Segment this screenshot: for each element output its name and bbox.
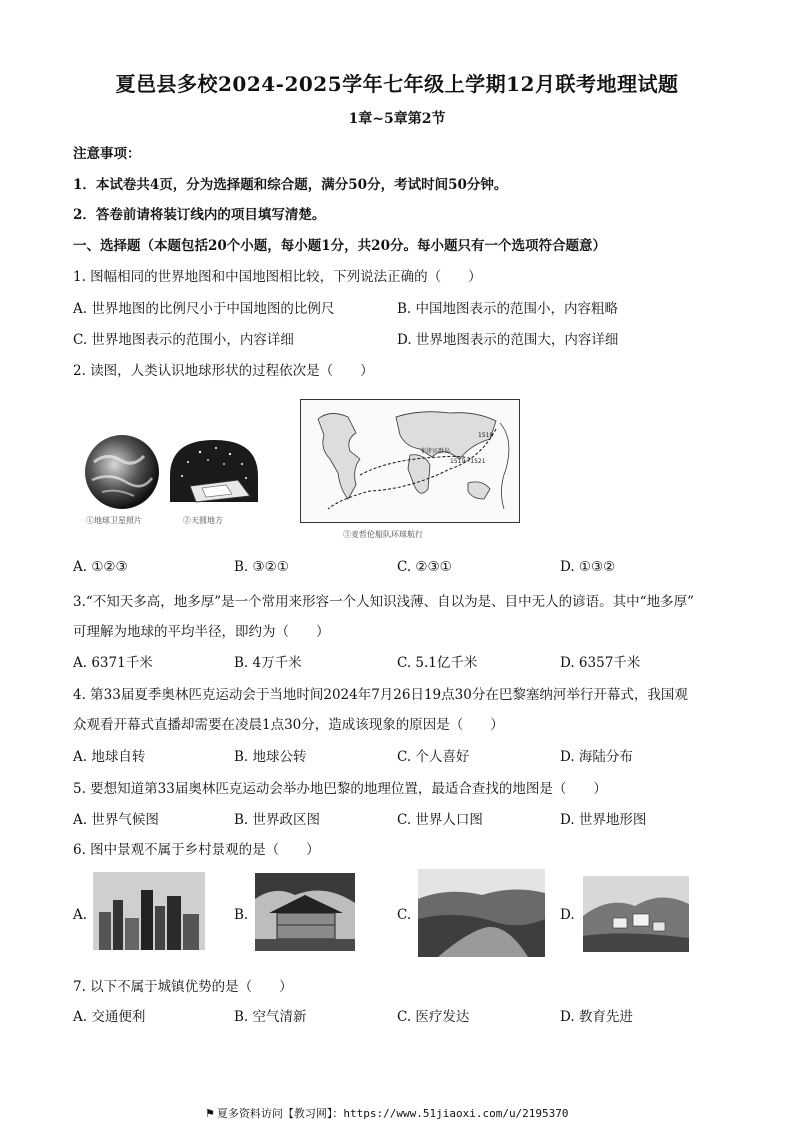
- page-subtitle: 1章~5章第2节: [348, 111, 446, 127]
- question-6-option-c: C.: [397, 907, 412, 923]
- question-3-stem-line-2: 可理解为地球的平均半径，即约为（ ）: [73, 624, 330, 640]
- question-2-stem: 2. 读图，人类认识地球形状的过程依次是（ ）: [73, 363, 374, 379]
- notice-item-2: 2．答卷前请将装订线内的项目填写清楚。: [73, 207, 326, 223]
- footer-text: 夏多资料访问【教习网】：https://www.51jiaoxi.com/u/2195370: [216, 1107, 569, 1120]
- question-3-option-d: D. 6357千米: [560, 655, 641, 671]
- question-4-option-d: D. 海陆分布: [560, 749, 633, 765]
- map-label-philippines: 菲律宾群岛: [420, 448, 451, 455]
- question-1-option-a: A. 世界地图的比例尺小于中国地图的比例尺: [73, 301, 335, 317]
- caption-round-sky: ②天圆地方: [183, 516, 223, 525]
- question-4-stem-line-1: 4. 第33届夏季奥林匹克运动会于当地时间2024年7月26日19点30分在巴黎塞纳河举行开幕式，我国观: [73, 687, 688, 703]
- question-4-option-b: B. 地球公转: [234, 749, 307, 765]
- question-5-stem: 5. 要想知道第33届奥林匹克运动会举办地巴黎的地理位置，最适合查找的地图是（ ）: [73, 781, 607, 797]
- caption-magellan: ③麦哲伦船队环球航行: [343, 530, 423, 539]
- question-4-option-c: C. 个人喜好: [397, 749, 470, 765]
- question-5-option-c: C. 世界人口图: [397, 812, 483, 828]
- question-2-option-b: B. ③②①: [234, 559, 289, 575]
- question-2-option-a: A. ①②③: [73, 559, 128, 575]
- question-5-option-a: A. 世界气候图: [73, 812, 159, 828]
- question-1-option-b: B. 中国地图表示的范围小，内容粗略: [397, 301, 619, 317]
- question-6-option-d: D.: [560, 907, 575, 923]
- question-7-option-a: A. 交通便利: [73, 1009, 146, 1025]
- question-7-option-d: D. 教育先进: [560, 1009, 633, 1025]
- question-7-option-b: B. 空气清新: [234, 1009, 307, 1025]
- section-heading: 一、选择题（本题包括20个小题，每小题1分，共20分。每小题只有一个选项符合题意）: [73, 238, 606, 254]
- page-title: 夏邑县多校2024-2025学年七年级上学期12月联考地理试题: [115, 72, 679, 96]
- question-4-option-a: A. 地球自转: [73, 749, 146, 765]
- city-skyline-photo: [93, 872, 205, 950]
- question-2-option-d: D. ①③②: [560, 559, 616, 575]
- question-6-option-a: A.: [73, 907, 88, 923]
- round-sky-square-earth-figure: [166, 436, 262, 506]
- question-3-option-c: C. 5.1亿千米: [397, 655, 478, 671]
- question-7-option-c: C. 医疗发达: [397, 1009, 470, 1025]
- question-6-stem: 6. 图中景观不属于乡村景观的是（ ）: [73, 842, 320, 858]
- question-1-stem: 1. 图幅相同的世界地图和中国地图相比较，下列说法正确的（ ）: [73, 269, 482, 285]
- map-label-years: 1519~1521: [450, 458, 486, 465]
- notice-heading: 注意事项：: [73, 146, 141, 162]
- caption-earth-photo: ①地球卫星照片: [86, 516, 142, 525]
- question-4-stem-line-2: 众观看开幕式直播却需要在凌晨1点30分，造成该现象的原因是（ ）: [73, 717, 504, 733]
- question-6-option-b: B.: [234, 907, 249, 923]
- notice-item-1: 1．本试卷共4页，分为选择题和综合题，满分50分，考试时间50分钟。: [73, 177, 508, 193]
- earth-satellite-photo-figure: [82, 432, 162, 512]
- question-3-stem-line-1: 3.“不知天多高，地多厚”是一个常用来形容一个人知识浅薄、自以为是、目中无人的谚语。其中“地多厚”: [73, 594, 694, 610]
- village-house-photo: [255, 873, 355, 951]
- question-5-option-d: D. 世界地形图: [560, 812, 647, 828]
- footer-link[interactable]: [205, 1105, 569, 1121]
- mountain-village-photo: [583, 876, 689, 952]
- countryside-field-photo: [418, 869, 545, 957]
- question-3-option-b: B. 4万千米: [234, 655, 302, 671]
- question-5-option-b: B. 世界政区图: [234, 812, 321, 828]
- question-1-option-d: D. 世界地图表示的范围大，内容详细: [397, 332, 619, 348]
- question-2-option-c: C. ②③①: [397, 559, 452, 575]
- question-7-stem: 7. 以下不属于城镇优势的是（ ）: [73, 979, 293, 995]
- question-1-option-c: C. 世界地图表示的范围小，内容详细: [73, 332, 294, 348]
- map-label-start-year: 1519: [478, 432, 494, 439]
- question-3-option-a: A. 6371千米: [73, 655, 153, 671]
- flag-icon: ⚑: [205, 1107, 215, 1120]
- magellan-voyage-map: [300, 399, 520, 523]
